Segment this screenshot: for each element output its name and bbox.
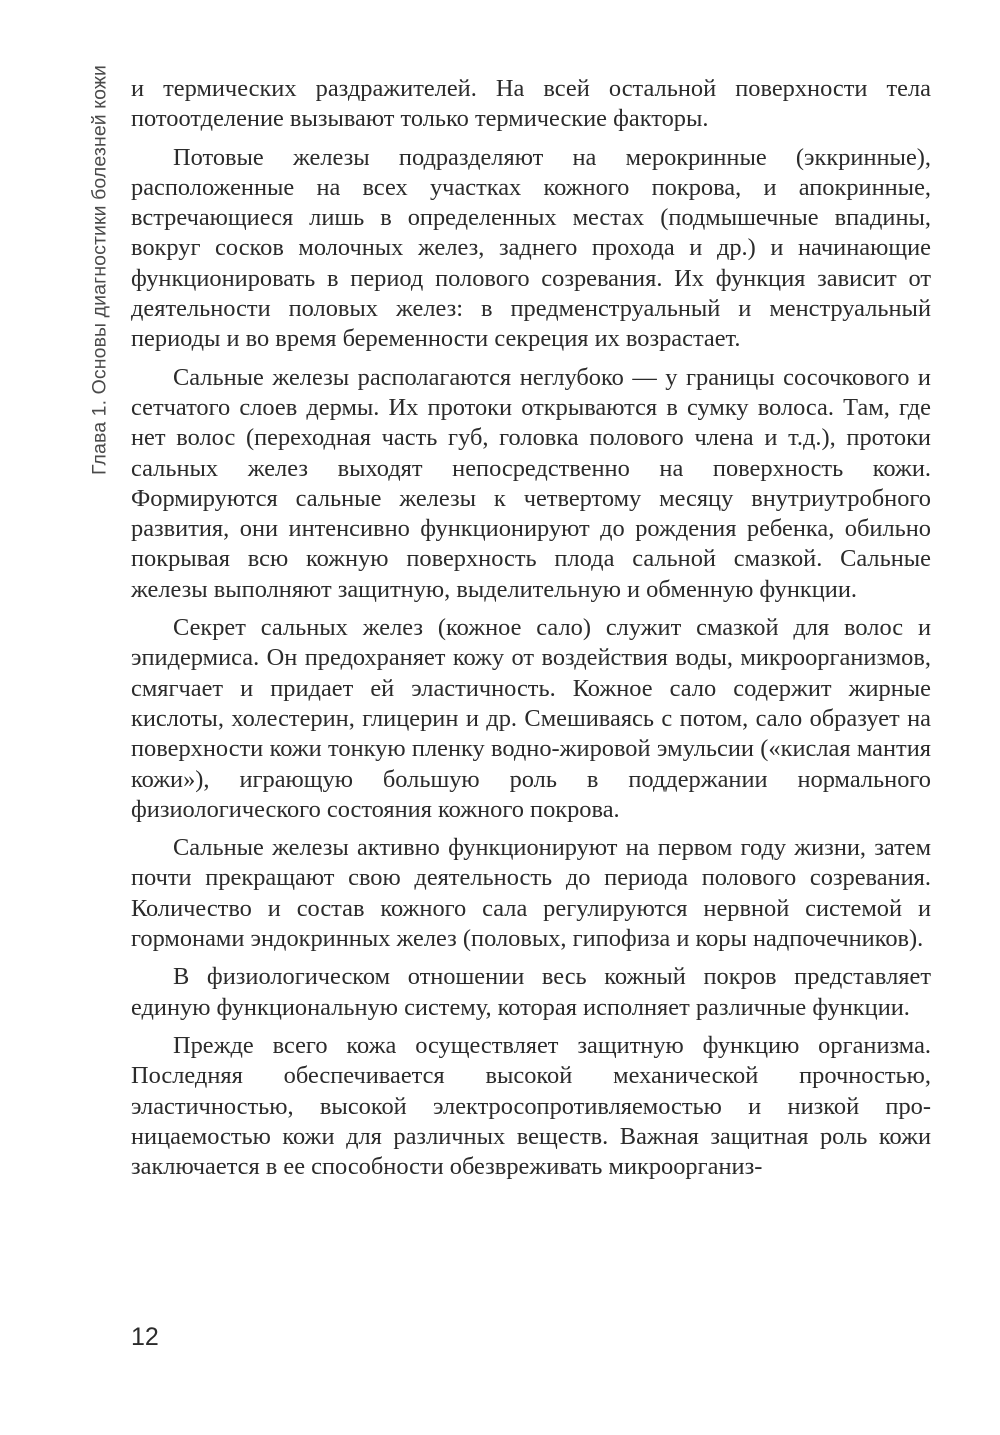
paragraph: Секрет сальных желез (кожное сало) служит смазкой для волос и эпидермиса. Он предохраняет кожу от воздействия воды, микроорганизмов, смягчает и придает ей эластичность. Кожное сало содержит жирные кислоты, холестерин, глицерин и др. Смешиваясь с потом, сало образует на поверхности кожи тонкую пленку водно-жировой эмульсии («кислая мантия кожи»), играющую большую роль в поддержании нормального физиологического состояния кожного покрова. bbox=[131, 614, 931, 823]
running-head: Глава 1. Основы диагностики болезней кожи bbox=[88, 64, 111, 476]
paragraph: В физиологическом отношении весь кожный покров представляет единую функциональную систему, которая исполняет различные функции. bbox=[131, 963, 931, 1021]
body-text bbox=[131, 74, 931, 1190]
page-number: 12 bbox=[131, 1323, 159, 1351]
paragraph: и термических раздражителей. На всей остальной поверхности тела потоотделение вызывают только термические факторы. bbox=[131, 75, 931, 133]
paragraph: Потовые железы подразделяют на мерокринные (эккринные), расположенные на всех участках кожного покрова, и апокринные, встречающиеся лишь в определенных местах (подмышечные впадины, вокруг сосков молочных желез, заднего прохода и др.) и начинающие функционировать в период полового созревания. Их функция зависит от деятельности половых желез: в предменструальный и менструальный периоды и во время беременности секреция их возрастает. bbox=[131, 143, 931, 353]
paragraph: Прежде всего кожа осуществляет защитную функцию организма. Последняя обеспечивается высокой механической прочностью, эластичностью, высокой электросопротивляемостью и низкой проницаемостью кожи для различных веществ. Важная защитная роль кожи заключается в ее способности обезвреживать микроорганиз- bbox=[131, 1031, 931, 1181]
paragraph: Сальные железы располагаются неглубоко — у границы сосочкового и сетчатого слоев дермы. Их протоки открываются в сумку волоса. Там, где нет волос (переходная часть губ, головка полового члена и т.д.), протоки сальных желез выходят непосредственно на поверхность кожи. Формируются сальные железы к четвертому месяцу внутриутробного развития, они интенсивно функционируют до рождения ребенка, обильно покрывая всю кожную поверхность плода сальной смазкой. Сальные железы выполняют защитную, выделительную и обменную функции. bbox=[131, 363, 931, 603]
paragraph: Сальные железы активно функционируют на первом году жизни, затем почти прекращают свою деятельность до периода полового созревания. Количество и состав кожного сала регулируются нервной системой и гормонами эндокринных желез (половых, гипофиза и коры надпочечников). bbox=[131, 834, 931, 953]
